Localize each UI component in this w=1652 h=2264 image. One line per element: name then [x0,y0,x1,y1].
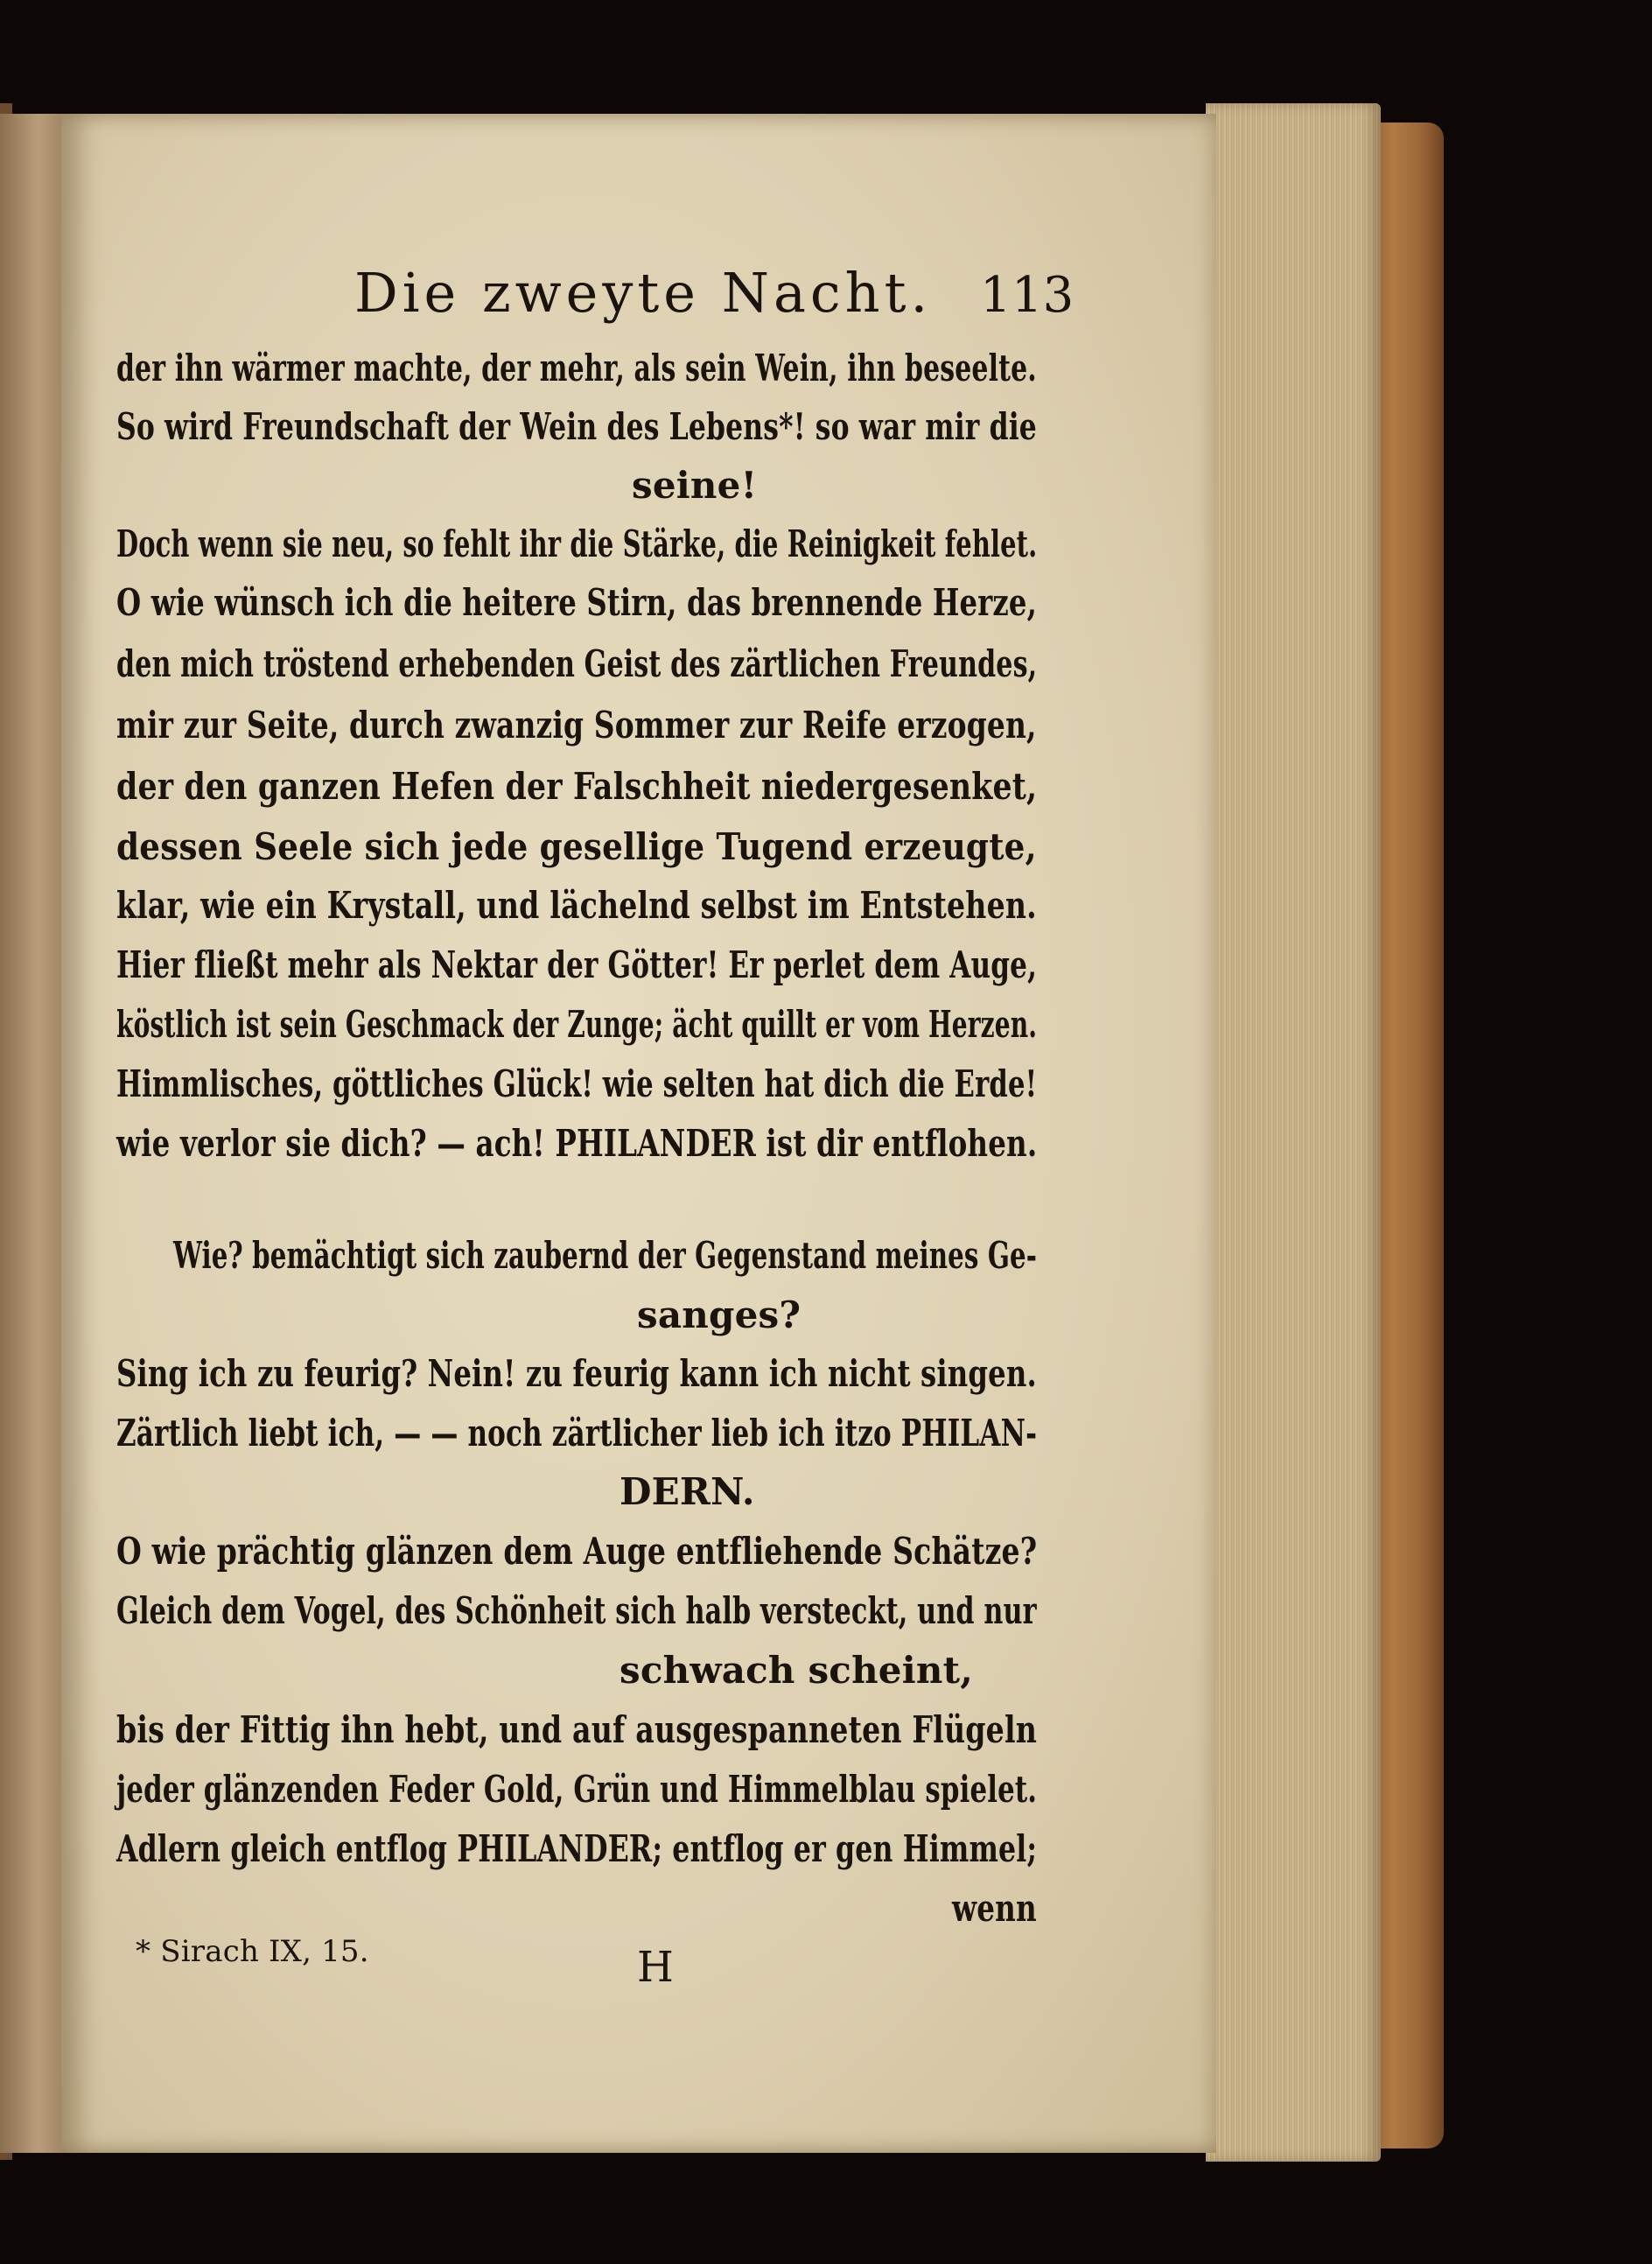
body-line: Himmlisches, göttliches Glück! wie selten hat dich die Erde! [116,1062,1038,1105]
body-line: Hier fließt mehr als Nektar der Götter! Er perlet dem Auge, [116,943,1038,986]
body-line: O wie prächtig glänzen dem Auge entfliehende Schätze? [116,1530,1038,1573]
footnote: * Sirach IX, 15. [136,1934,369,1969]
body-line: klar, wie ein Krystall, und lächelnd selbst im Entstehen. [116,884,1037,927]
running-title: Die zweyte Nacht. [354,261,933,325]
page-number: 113 [980,267,1074,324]
body-line: köstlich ist sein Geschmack der Zunge; ächt quillt er vom Herzen. [116,1003,1038,1046]
body-line: So wird Freundschaft der Wein des Lebens*! so war mir die [116,405,1037,448]
body-line: Gleich dem Vogel, des Schönheit sich halb versteckt, und nur [116,1589,1037,1632]
body-line: seine! [632,464,758,507]
body-line: bis der Fittig ihn hebt, und auf ausgespanneten Flügeln [116,1708,1038,1751]
body-line: sanges? [637,1293,802,1336]
signature-mark: H [637,1943,675,1992]
body-line: Wie? bemächtigt sich zaubernd der Gegenstand meines Ge- [173,1234,1038,1277]
body-line: der ihn wärmer machte, der mehr, als sein Wein, ihn beseelte. [116,347,1037,389]
left-page-sliver [0,114,68,2153]
body-line: schwach scheint, [620,1649,974,1692]
body-line: dessen Seele sich jede gesellige Tugend erzeugte, [116,825,1037,868]
body-line: Doch wenn sie neu, so fehlt ihr die Stärke, die Reinigkeit fehlet. [116,522,1038,565]
body-line: Zärtlich liebt ich, — — noch zärtlicher lieb ich itzo PHILAN- [116,1412,1038,1454]
body-line: jeder glänzenden Feder Gold, Grün und Himmelblau spielet. [116,1768,1038,1811]
page-block-edges [1206,103,1381,2162]
body-line: der den ganzen Hefen der Falschheit niedergesenket, [116,765,1038,808]
body-line: O wie wünsch ich die heitere Stirn, das brennende Herze, [116,581,1038,624]
body-line: Adlern gleich entflog PHILANDER; entflog er gen Himmel; [116,1827,1038,1870]
body-line: Sing ich zu feurig? Nein! zu feurig kann ich nicht singen. [116,1352,1037,1395]
body-line: den mich tröstend erhebenden Geist des zärtlichen Freundes, [116,642,1038,685]
catchword: wenn [952,1887,1037,1930]
body-line: DERN. [620,1470,755,1513]
body-line: mir zur Seite, durch zwanzig Sommer zur Reife erzogen, [116,704,1037,746]
body-line: wie verlor sie dich? — ach! PHILANDER ist dir entflohen. [116,1122,1038,1165]
